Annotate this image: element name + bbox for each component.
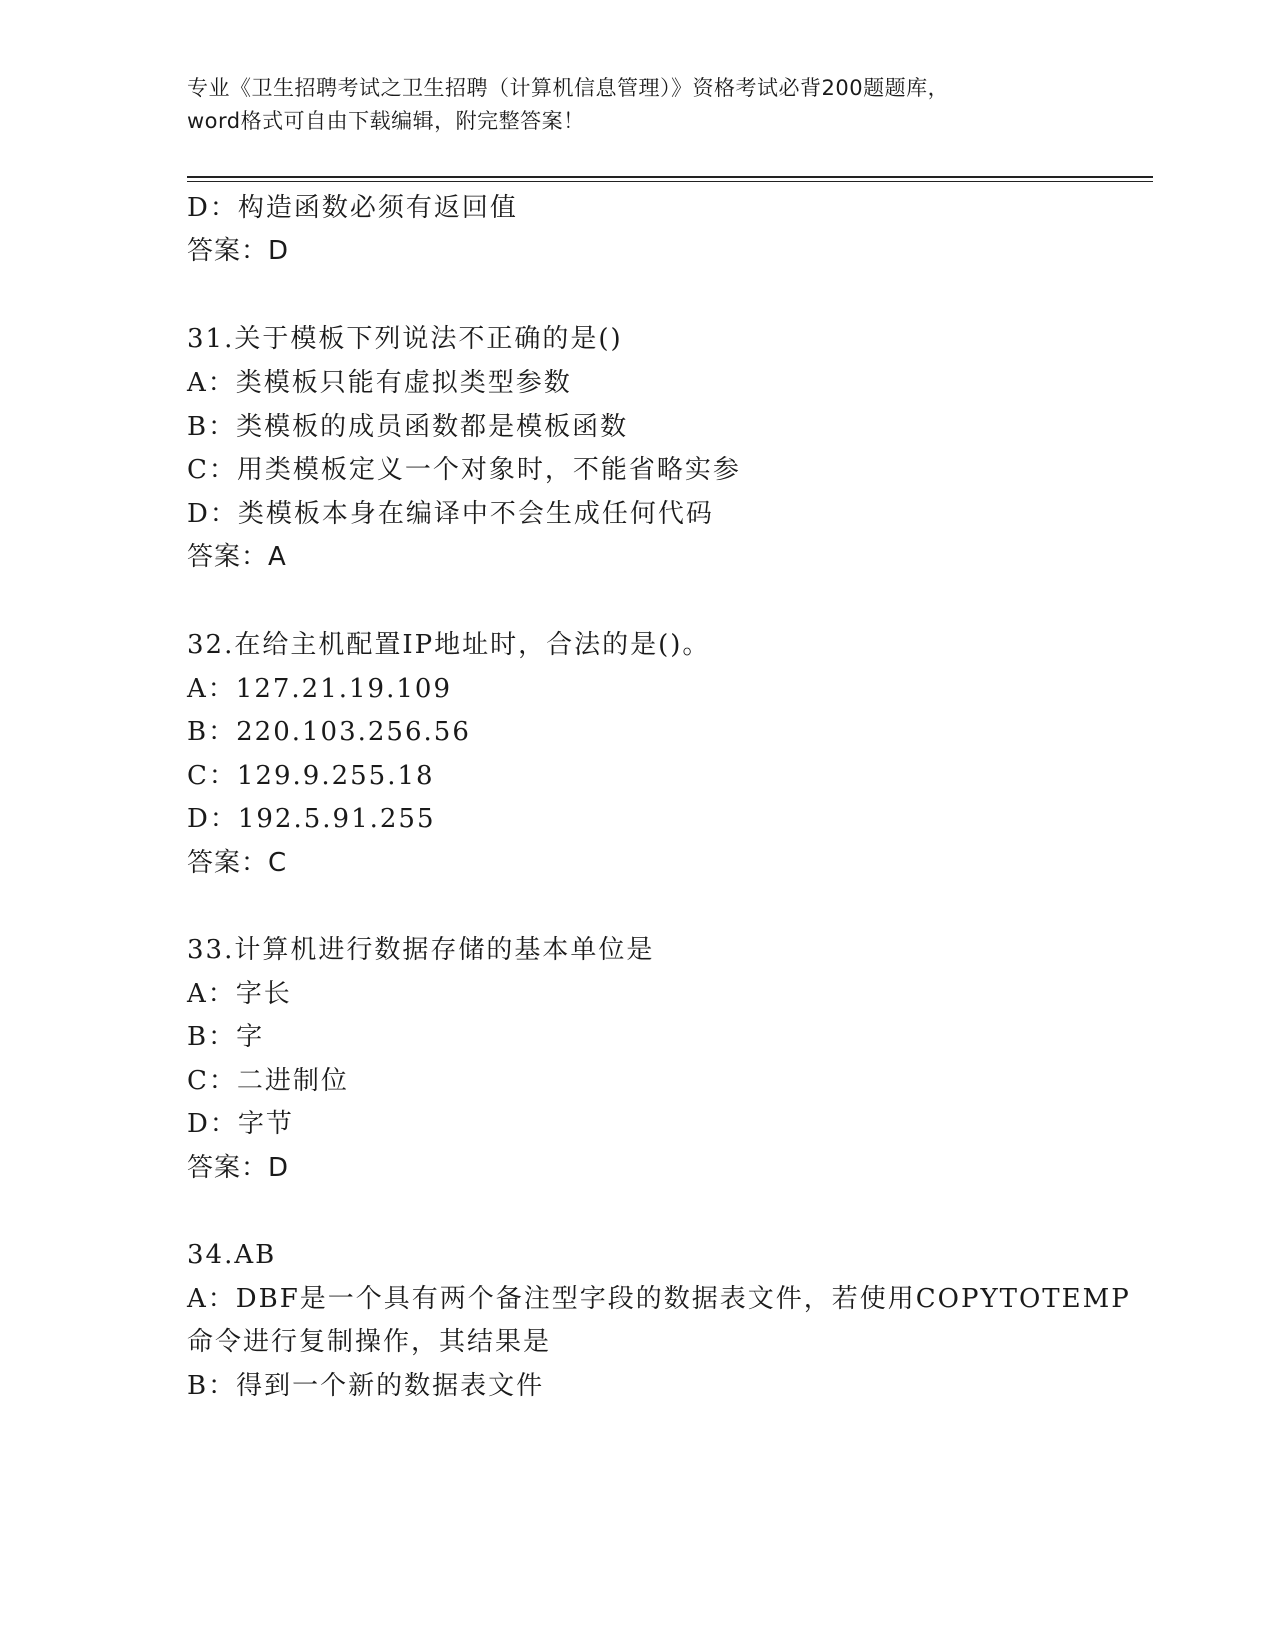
q31-answer: 答案：A xyxy=(187,542,287,572)
q32-option-a: A：127.21.19.109 xyxy=(187,674,452,704)
q31-option-c: C：用类模板定义一个对象时，不能省略实参 xyxy=(187,455,741,485)
prev-answer: 答案：D xyxy=(187,236,290,266)
q33-question: 33.计算机进行数据存储的基本单位是 xyxy=(187,935,655,965)
q34-option-a-line-1: A：DBF是一个具有两个备注型字段的数据表文件，若使用COPYTOTEMP xyxy=(187,1284,1131,1314)
prev-option-d: D：构造函数必须有返回值 xyxy=(187,193,518,223)
q32-option-b: B：220.103.256.56 xyxy=(187,717,471,747)
q31-option-b: B：类模板的成员函数都是模板函数 xyxy=(187,412,629,442)
header-line-2: word格式可自由下载编辑，附完整答案！ xyxy=(187,109,585,133)
q31-option-d: D：类模板本身在编译中不会生成任何代码 xyxy=(187,499,714,529)
q33-option-a: A：字长 xyxy=(187,979,292,1009)
document-header xyxy=(187,72,1087,138)
q34-option-b: B：得到一个新的数据表文件 xyxy=(187,1371,545,1401)
q34-question: 34.AB xyxy=(187,1240,277,1270)
q32-option-d: D：192.5.91.255 xyxy=(187,804,436,834)
q32-question: 32.在给主机配置IP地址时，合法的是()。 xyxy=(187,630,711,660)
q33-option-d: D：字节 xyxy=(187,1109,294,1139)
header-divider-top xyxy=(187,176,1153,178)
header-divider-bottom xyxy=(187,181,1153,182)
q33-option-b: B：字 xyxy=(187,1022,265,1052)
q32-option-c: C：129.9.255.18 xyxy=(187,761,435,791)
q31-option-a: A：类模板只能有虚拟类型参数 xyxy=(187,368,572,398)
q33-option-c: C：二进制位 xyxy=(187,1066,349,1096)
q32-answer: 答案：C xyxy=(187,848,288,878)
q31-question: 31.关于模板下列说法不正确的是() xyxy=(187,324,623,354)
q34-option-a-line-2: 命令进行复制操作，其结果是 xyxy=(187,1327,552,1357)
header-line-1: 专业《卫生招聘考试之卫生招聘（计算机信息管理）》资格考试必背200题题库， xyxy=(187,76,950,100)
q33-answer: 答案：D xyxy=(187,1153,290,1183)
